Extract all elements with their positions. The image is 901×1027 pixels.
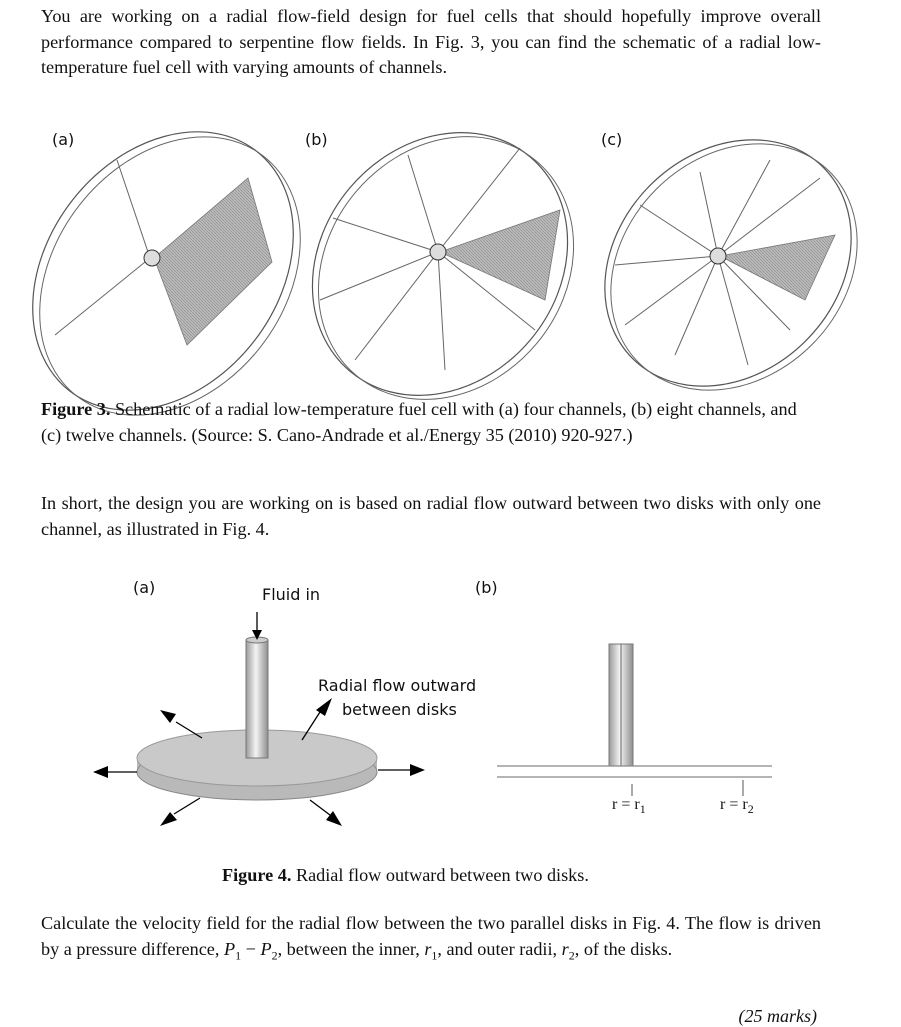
q-r1-sub: 1 bbox=[431, 948, 438, 963]
fig3-caption bbox=[41, 397, 801, 448]
intro-paragraph: You are working on a radial flow-field design for fuel cells that should hopefully improve overall performance compared to serpentine flow fields. In Fig. 3, you can find the schematic of a radial low-temperature fuel cell with varying amounts of channels. bbox=[41, 6, 821, 77]
fluid-in-label: Fluid in bbox=[262, 585, 321, 604]
fig4-caption bbox=[222, 863, 589, 889]
fig4-caption-text: Radial flow outward between two disks. bbox=[291, 865, 589, 885]
q-p2: P bbox=[260, 938, 272, 959]
q-text-3: , and outer radii, bbox=[437, 938, 562, 959]
q-r1: r bbox=[424, 938, 432, 959]
marks-label: (25 marks) bbox=[738, 1006, 817, 1026]
fig3-caption-label: Figure 3. bbox=[41, 399, 111, 419]
fig4-section-drawing bbox=[497, 644, 772, 796]
fig3-panel-b-label: (b) bbox=[305, 130, 328, 149]
disk-b bbox=[260, 81, 627, 451]
fig3-caption-text: Schematic of a radial low-temperature fuel cell with (a) four channels, (b) eight channels, and (c) twelve channels. (Source: S. Cano-Andrade et al./Energy 35 (2010) 920-927.) bbox=[41, 399, 797, 445]
q-r2-sub: 2 bbox=[568, 948, 575, 963]
fig4-panel-b-label: (b) bbox=[475, 578, 498, 597]
q-p2-sub: 2 bbox=[271, 948, 278, 963]
r2-sub: 2 bbox=[747, 802, 754, 817]
r2-text: r = r bbox=[720, 796, 748, 813]
radial-flow-label-line1: Radial flow outward bbox=[318, 676, 477, 695]
q-minus: − bbox=[241, 938, 261, 959]
fig4-disk-drawing bbox=[93, 612, 425, 826]
r1-text: r = r bbox=[612, 796, 640, 813]
radial-flow-label-line2: between disks bbox=[342, 700, 457, 719]
short-paragraph: In short, the design you are working on is based on radial flow outward between two disks with only one channel, as illustrated in Fig. 4. bbox=[41, 493, 821, 539]
q-text-1: Calculate the velocity field for the radial flow between the two parallel disks in Fig. 4. The flow is driven by a pressure difference, bbox=[41, 913, 821, 959]
q-p1: P bbox=[223, 938, 236, 959]
disk-c bbox=[555, 90, 901, 440]
r1-sub: 1 bbox=[639, 802, 646, 817]
fig3-panel-a-label: (a) bbox=[52, 130, 75, 149]
q-text-4: , of the disks. bbox=[574, 938, 673, 959]
q-r2: r bbox=[561, 938, 569, 959]
r2-label bbox=[720, 796, 754, 817]
r1-label bbox=[612, 796, 646, 817]
fig4-caption-label: Figure 4. bbox=[222, 865, 292, 885]
q-p1-sub: 1 bbox=[235, 948, 242, 963]
fig4-panel-a-label: (a) bbox=[133, 578, 156, 597]
question-paragraph bbox=[41, 911, 821, 969]
fig3-panel-c-label: (c) bbox=[601, 130, 623, 149]
q-text-2: , between the inner, bbox=[277, 938, 425, 959]
